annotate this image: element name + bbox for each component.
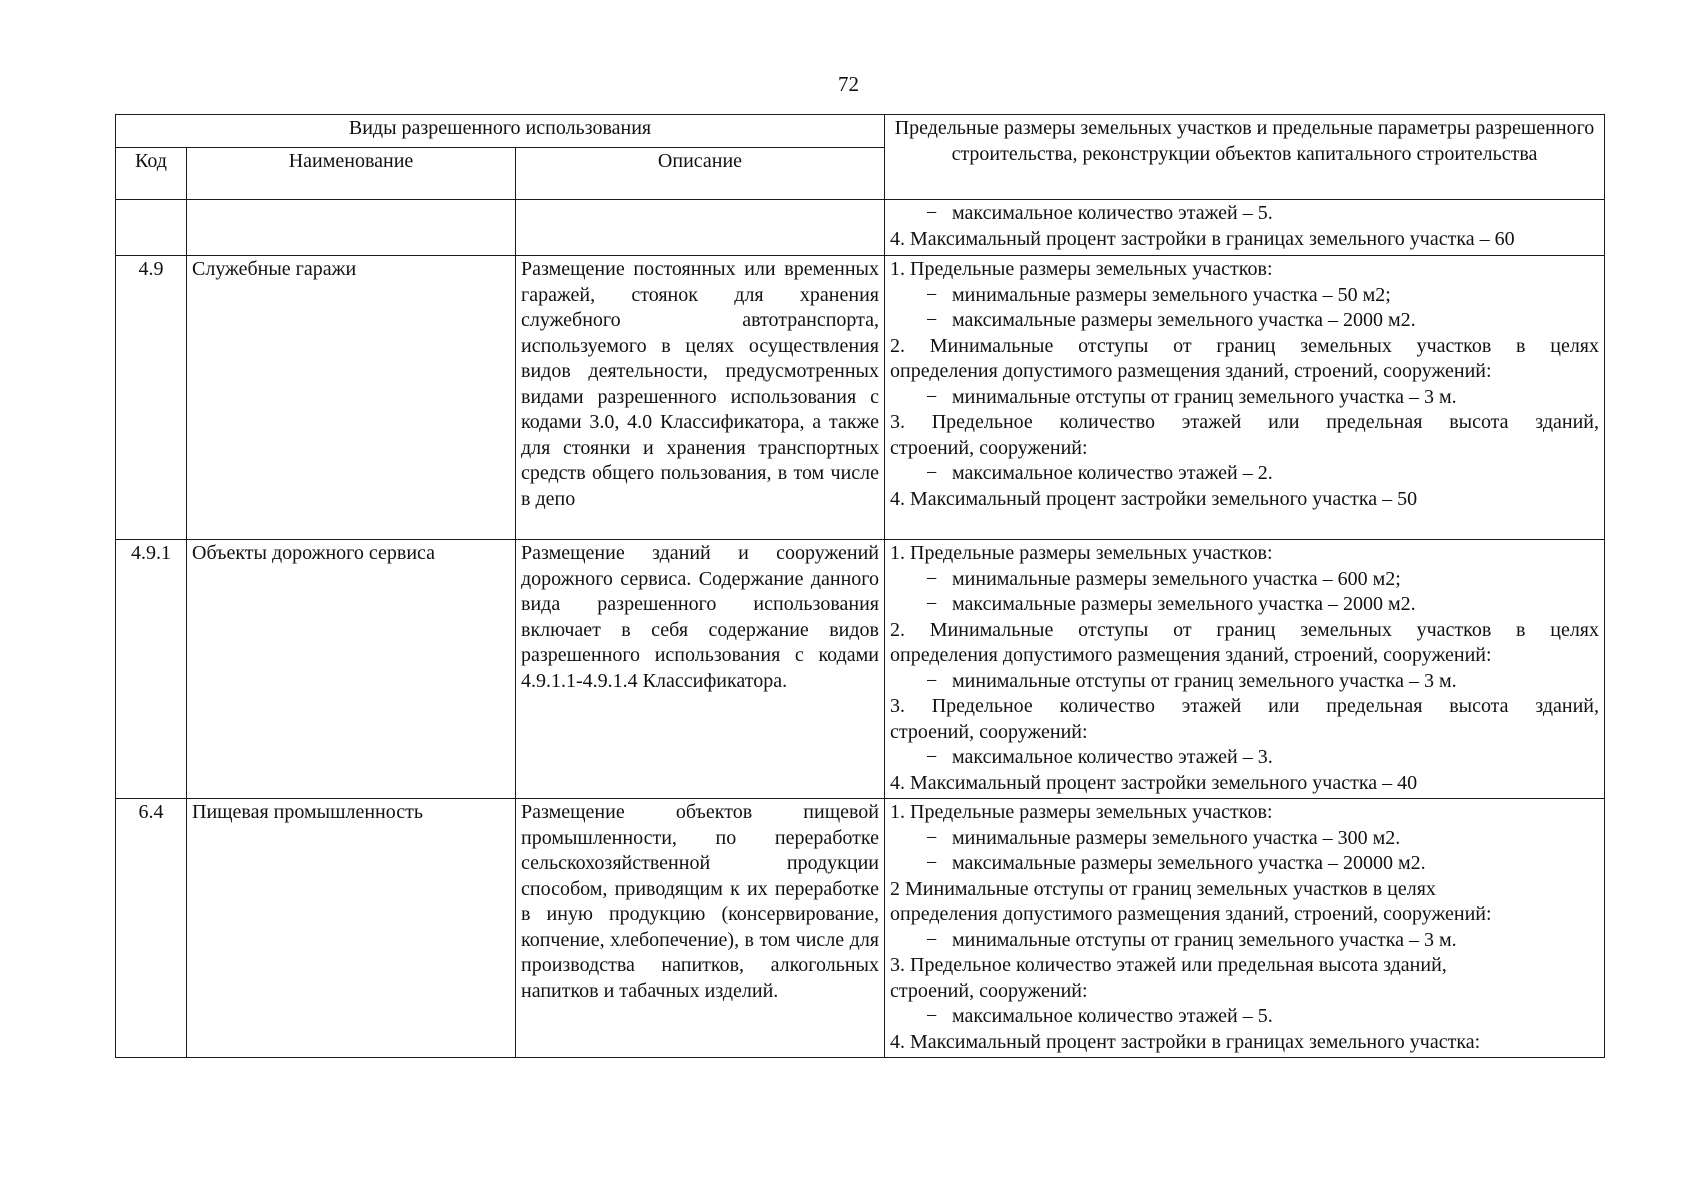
param-line: 3. Предельное количество этажей или предельная высота зданий, (890, 954, 1447, 976)
param-bullet-item (890, 851, 1599, 877)
row-code (116, 200, 187, 256)
param-bullet-text: максимальные размеры земельного участка – 2000 м2. (952, 309, 1416, 331)
row-params (885, 200, 1605, 256)
page-number: 72 (838, 72, 859, 96)
table-row (116, 799, 1605, 1058)
row-name: Объекты дорожного сервиса (187, 540, 516, 799)
row-code: 4.9.1 (116, 540, 187, 799)
row-description: Размещение объектов пищевой промышленности, по переработке сельскохозяйственной продукции способом, приводящим к их переработке в иную продукцию (консервирование, копчение, хлебопечение), в том числе для производства напитков, алкогольных напитков и табачных изделий. (516, 799, 885, 1058)
param-bullet-text: максимальные размеры земельного участка – 20000 м2. (952, 852, 1426, 874)
row-code: 6.4 (116, 799, 187, 1058)
param-line: 2 Минимальные отступы от границ земельных участков в целях (890, 877, 1436, 900)
param-bullet-text: минимальные размеры земельного участка – 300 м2. (952, 826, 1401, 849)
param-bullet-item (890, 826, 1599, 852)
param-line: 2. Минимальные отступы от границ земельных участков в целях (890, 334, 1599, 357)
param-bullet-text: минимальные отступы от границ земельного участка – 3 м. (952, 928, 1457, 951)
row-description: Размещение зданий и сооружений дорожного сервиса. Содержание данного вида разрешенного использования включает в себя содержание видов разрешенного использования с кодами 4.9.1.1-4.9.1.4 Классификатора. (516, 540, 885, 799)
row-name: Пищевая промышленность (187, 799, 516, 1058)
param-line: строений, сооружений: (890, 979, 1088, 1002)
table-body (116, 200, 1605, 1058)
param-bullet-text: минимальные размеры земельного участка – 50 м2; (952, 283, 1391, 306)
param-bullet-text: минимальные отступы от границ земельного участка – 3 м. (952, 669, 1457, 692)
param-bullet-item (890, 592, 1599, 618)
param-line: 4. Максимальный процент застройки в границах земельного участка: (890, 1030, 1481, 1053)
param-line: 2. Минимальные отступы от границ земельных участков в целях (890, 618, 1599, 641)
param-bullet-item (890, 745, 1599, 771)
param-line: определения допустимого размещения зданий, строений, сооружений: (890, 644, 1492, 666)
param-line: 4. Максимальный процент застройки земельного участка – 50 (890, 487, 1418, 510)
param-bullet-item (890, 385, 1599, 411)
param-bullet-text: максимальное количество этажей – 5. (952, 1005, 1273, 1027)
param-bullet-item (890, 201, 1599, 227)
param-line: 3. Предельное количество этажей или предельная высота зданий, (890, 411, 1599, 433)
param-bullet-text: максимальные размеры земельного участка – 2000 м2. (952, 593, 1416, 615)
param-line: 3. Предельное количество этажей или предельная высота зданий, (890, 695, 1599, 717)
param-bullet-item (890, 567, 1599, 593)
param-bullet-item (890, 461, 1599, 487)
row-params (885, 799, 1605, 1058)
row-name: Служебные гаражи (187, 256, 516, 540)
header-group: Виды разрешенного использования (116, 115, 885, 148)
param-bullet-item (890, 308, 1599, 334)
param-bullet-text: минимальные размеры земельного участка – 600 м2; (952, 567, 1401, 590)
param-line: 1. Предельные размеры земельных участков: (890, 542, 1273, 564)
header-name: Наименование (187, 148, 516, 200)
row-params (885, 540, 1605, 799)
param-bullet-text: максимальное количество этажей – 5. (952, 202, 1273, 224)
param-bullet-item (890, 928, 1599, 954)
table-row (116, 540, 1605, 799)
table-row (116, 200, 1605, 256)
param-bullet-item (890, 669, 1599, 695)
table-row (116, 256, 1605, 540)
param-bullet-item (890, 1004, 1599, 1030)
param-bullet-text: максимальное количество этажей – 3. (952, 746, 1273, 768)
param-line: 4. Максимальный процент застройки в границах земельного участка – 60 (890, 227, 1515, 250)
row-description (516, 200, 885, 256)
row-name (187, 200, 516, 256)
param-line: определения допустимого размещения зданий, строений, сооружений: (890, 903, 1492, 925)
header-params: Предельные размеры земельных участков и предельные параметры разрешенного строительства, реконструкции объектов капитального строительства (885, 115, 1605, 200)
param-line: 1. Предельные размеры земельных участков: (890, 801, 1273, 823)
param-line: 4. Максимальный процент застройки земельного участка – 40 (890, 771, 1418, 794)
land-use-table (115, 114, 1605, 1058)
param-bullet-text: минимальные отступы от границ земельного участка – 3 м. (952, 385, 1457, 408)
row-description: Размещение постоянных или временных гаражей, стоянок для хранения служебного автотранспорта, используемого в целях осуществления видов деятельности, предусмотренных видами разрешенного использования с кодами 3.0, 4.0 Классификатора, а также для стоянки и хранения транспортных средств общего пользования, в том числе в депо (516, 256, 885, 540)
param-line: 1. Предельные размеры земельных участков: (890, 258, 1273, 280)
row-params (885, 256, 1605, 540)
param-line: строений, сооружений: (890, 436, 1088, 459)
header-code: Код (116, 148, 187, 200)
row-code: 4.9 (116, 256, 187, 540)
param-bullet-text: максимальное количество этажей – 2. (952, 462, 1273, 484)
header-description: Описание (516, 148, 885, 200)
param-line: определения допустимого размещения зданий, строений, сооружений: (890, 360, 1492, 382)
param-line: строений, сооружений: (890, 720, 1088, 743)
param-bullet-item (890, 283, 1599, 309)
